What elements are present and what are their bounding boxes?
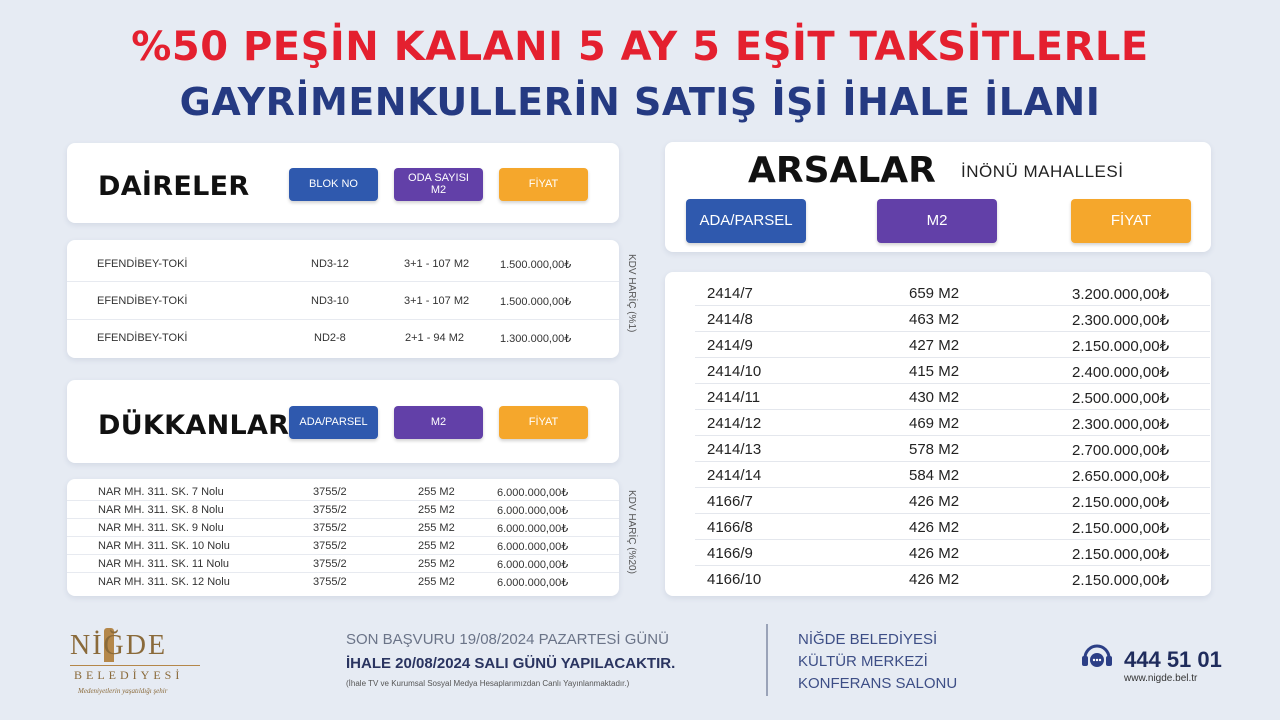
arsalar-header-card [665,142,1211,252]
table-row [67,246,619,282]
table-row [695,566,1210,592]
arsalar-m2: 463 M2 [909,311,960,328]
dukkanlar-name: NAR MH. 311. SK. 7 Nolu [98,486,224,498]
venue-line-1: NİĞDE BELEDİYESİ [798,631,938,648]
arsalar-col-m2-label: M2 [926,212,948,230]
headset-icon [1079,640,1115,676]
arsalar-col-ada [686,199,806,243]
daireler-name: EFENDİBEY-TOKİ [97,258,188,270]
table-row [695,306,1210,332]
arsalar-ada: 4166/9 [707,545,753,562]
daireler-name: EFENDİBEY-TOKİ [97,332,188,344]
dukkanlar-name: NAR MH. 311. SK. 11 Nolu [98,558,230,570]
dukkanlar-ada: 3755/2 [313,504,347,516]
table-row [695,462,1210,488]
arsalar-m2: 578 M2 [909,441,960,458]
dukkanlar-fiyat: 6.000.000,00₺ [497,523,569,535]
table-row [67,537,619,555]
venue-line-3: KONFERANS SALONU [798,675,958,692]
arsalar-m2: 426 M2 [909,571,960,588]
daireler-col-fiyat [499,168,588,201]
daireler-oda: 3+1 - 107 M2 [404,295,470,307]
arsalar-fiyat: 2.300.000,00₺ [1072,416,1170,433]
arsalar-ada: 2414/8 [707,311,753,328]
daireler-oda: 3+1 - 107 M2 [404,258,470,270]
dukkanlar-fiyat: 6.000.000,00₺ [497,559,569,571]
dukkanlar-ada: 3755/2 [313,522,347,534]
arsalar-ada: 2414/14 [707,467,762,484]
arsalar-fiyat: 2.150.000,00₺ [1072,338,1170,355]
arsalar-fiyat: 2.650.000,00₺ [1072,468,1170,485]
daireler-col-blok-label: BLOK NO [309,177,358,190]
arsalar-ada: 2414/9 [707,337,753,354]
daireler-table [67,240,619,358]
website-url: www.nigde.bel.tr [1124,673,1198,684]
arsalar-ada: 4166/8 [707,519,753,536]
arsalar-m2: 430 M2 [909,389,960,406]
dukkanlar-col-ada-label: ADA/PARSEL [299,415,368,428]
dukkanlar-name: NAR MH. 311. SK. 8 Nolu [98,504,224,516]
arsalar-m2: 584 M2 [909,467,960,484]
daireler-col-blok [289,168,378,201]
arsalar-m2: 469 M2 [909,415,960,432]
dukkanlar-m2: 255 M2 [418,486,455,498]
arsalar-m2: 426 M2 [909,519,960,536]
arsalar-ada: 2414/7 [707,285,753,302]
table-row [695,436,1210,462]
arsalar-col-ada-label: ADA/PARSEL [699,212,793,230]
arsalar-m2: 415 M2 [909,363,960,380]
dukkanlar-ada: 3755/2 [313,486,347,498]
logo-divider [70,665,200,666]
dukkanlar-table [67,479,619,596]
daireler-title: DAİRELER [98,171,250,202]
auction-date-text: İHALE 20/08/2024 SALI GÜNÜ YAPILACAKTIR. [346,655,676,672]
arsalar-subtitle: İNÖNÜ MAHALLESİ [961,162,1124,181]
table-row [67,320,619,356]
arsalar-ada: 2414/13 [707,441,762,458]
dukkanlar-fiyat: 6.000.000,00₺ [497,577,569,589]
arsalar-ada: 2414/10 [707,363,762,380]
dukkanlar-name: NAR MH. 311. SK. 9 Nolu [98,522,224,534]
table-row [695,410,1210,436]
table-row [695,488,1210,514]
table-row [67,555,619,573]
table-row [695,514,1210,540]
daireler-col-fiyat-label: FİYAT [528,177,559,190]
deadline-text: SON BAŞVURU 19/08/2024 PAZARTESİ GÜNÜ [346,631,669,648]
arsalar-fiyat: 2.150.000,00₺ [1072,494,1170,511]
dukkanlar-header-card [67,380,619,463]
arsalar-col-m2 [877,199,997,243]
logo-subtitle: BELEDİYESİ [74,668,184,682]
dukkanlar-m2: 255 M2 [418,540,455,552]
arsalar-ada: 2414/11 [707,389,761,406]
arsalar-ada: 4166/10 [707,571,762,588]
dukkanlar-m2: 255 M2 [418,504,455,516]
table-row [67,519,619,537]
arsalar-m2: 426 M2 [909,545,960,562]
table-row [67,573,619,591]
daireler-col-oda-unit: M2 [430,183,447,196]
arsalar-fiyat: 2.150.000,00₺ [1072,572,1170,589]
daireler-col-oda-label: ODA SAYISI [408,171,469,184]
dukkanlar-ada: 3755/2 [313,558,347,570]
dukkanlar-m2: 255 M2 [418,522,455,534]
dukkanlar-fiyat: 6.000.000,00₺ [497,487,569,499]
footer-divider [766,624,768,696]
daireler-fiyat: 1.500.000,00₺ [500,296,572,308]
dukkanlar-m2: 255 M2 [418,576,455,588]
dukkanlar-col-fiyat-label: FİYAT [528,415,559,428]
arsalar-col-fiyat-label: FİYAT [1110,212,1152,230]
daireler-header-card [67,143,619,223]
table-row [67,483,619,501]
headline-installments: %50 PEŞİN KALANI 5 AY 5 EŞİT TAKSİTLERLE [131,24,1149,70]
logo-slogan: Medeniyetlerin yaşatıldığı şehir [78,687,168,695]
table-row [67,501,619,519]
arsalar-fiyat: 2.400.000,00₺ [1072,364,1170,381]
daireler-vat-note: KDV HARİÇ (%1) [626,254,637,333]
dukkanlar-col-fiyat [499,406,588,439]
table-row [695,358,1210,384]
arsalar-fiyat: 3.200.000,00₺ [1072,286,1170,303]
dukkanlar-vat-note: KDV HARİÇ (%20) [626,490,637,574]
arsalar-fiyat: 2.500.000,00₺ [1072,390,1170,407]
dukkanlar-name: NAR MH. 311. SK. 12 Nolu [98,576,230,588]
phone-number: 444 51 01 [1124,647,1222,672]
daireler-fiyat: 1.300.000,00₺ [500,333,572,345]
arsalar-fiyat: 2.300.000,00₺ [1072,312,1170,329]
arsalar-m2: 427 M2 [909,337,960,354]
arsalar-fiyat: 2.150.000,00₺ [1072,520,1170,537]
arsalar-fiyat: 2.700.000,00₺ [1072,442,1170,459]
headline-auction-notice: GAYRİMENKULLERİN SATIŞ İŞİ İHALE İLANI [179,80,1101,124]
dukkanlar-fiyat: 6.000.000,00₺ [497,505,569,517]
dukkanlar-ada: 3755/2 [313,576,347,588]
dukkanlar-col-ada [289,406,378,439]
logo-name: NİĞDE [70,630,168,661]
daireler-name: EFENDİBEY-TOKİ [97,295,188,307]
daireler-blok: ND2-8 [314,332,346,344]
daireler-blok: ND3-12 [311,258,349,270]
daireler-fiyat: 1.500.000,00₺ [500,259,572,271]
dukkanlar-m2: 255 M2 [418,558,455,570]
arsalar-fiyat: 2.150.000,00₺ [1072,546,1170,563]
daireler-blok: ND3-10 [311,295,349,307]
daireler-col-oda [394,168,483,201]
dukkanlar-col-m2-label: M2 [430,415,447,428]
dukkanlar-name: NAR MH. 311. SK. 10 Nolu [98,540,230,552]
arsalar-ada: 4166/7 [707,493,753,510]
table-row [67,282,619,320]
arsalar-col-fiyat [1071,199,1191,243]
table-row [695,540,1210,566]
table-row [695,384,1210,410]
dukkanlar-title: DÜKKANLAR [98,410,290,441]
dukkanlar-col-m2 [394,406,483,439]
arsalar-title: ARSALAR [748,150,936,191]
venue-line-2: KÜLTÜR MERKEZİ [798,653,928,670]
daireler-oda: 2+1 - 94 M2 [405,332,465,344]
dukkanlar-ada: 3755/2 [313,540,347,552]
municipality-logo [66,622,206,702]
arsalar-m2: 659 M2 [909,285,960,302]
live-broadcast-note: (İhale TV ve Kurumsal Sosyal Medya Hesaplarımızdan Canlı Yayınlanmaktadır.) [346,679,630,688]
arsalar-ada: 2414/12 [707,415,762,432]
table-row [695,280,1210,306]
table-row [695,332,1210,358]
dukkanlar-fiyat: 6.000.000,00₺ [497,541,569,553]
arsalar-m2: 426 M2 [909,493,960,510]
